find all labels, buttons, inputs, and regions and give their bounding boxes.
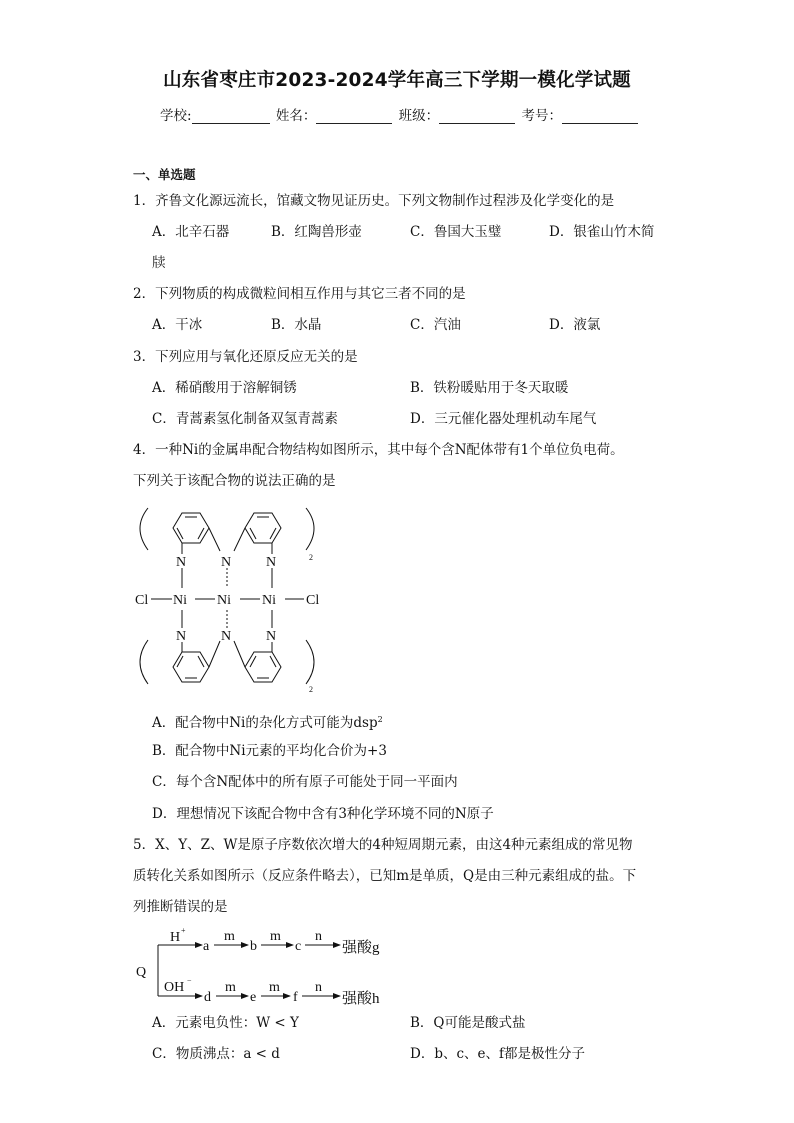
question-4-option-a-text: A．配合物中Ni的杂化方式可能为dsp <box>152 715 378 731</box>
atom-n-bottom-middle: N <box>221 629 232 644</box>
product-acid-h: 强酸h <box>342 991 380 1005</box>
atom-n-bottom-left: N <box>176 629 187 644</box>
question-2-stem: 2．下列物质的构成微粒间相互作用与其它三者不同的是 <box>133 286 466 302</box>
question-2-option-c[interactable]: C．汽油 <box>410 317 461 333</box>
atom-n-top-middle: N <box>221 555 232 570</box>
arrow-label-top-2: m <box>270 929 281 944</box>
question-4-option-d[interactable]: D．理想情况下该配合物中含有3种化学环境不同的N原子 <box>152 806 494 822</box>
compound-b: b <box>250 939 257 954</box>
subscript-bottom: 2 <box>309 685 313 694</box>
bracket-bottom-right <box>306 640 314 684</box>
compound-q: Q <box>136 965 147 980</box>
question-5-option-b[interactable]: B．Q可能是酸式盐 <box>410 1015 526 1031</box>
question-4-option-c[interactable]: C．每个含N配体中的所有原子可能处于同一平面内 <box>152 774 458 790</box>
section-title: 一、单选题 <box>133 167 196 182</box>
question-3-option-c[interactable]: C．青蒿素氢化制备双氢青蒿素 <box>152 411 338 427</box>
student-info-line <box>160 104 640 124</box>
question-2-option-d[interactable]: D．液氯 <box>549 317 601 333</box>
bracket-top-left <box>140 508 148 550</box>
school-label: 学校: <box>160 108 192 124</box>
compound-d: d <box>204 990 211 1005</box>
question-5-stem: 5．X、Y、Z、W是原子序数依次增大的4种短周期元素，由这4种元素组成的常见物 <box>133 837 633 853</box>
name-label: 姓名： <box>275 108 317 124</box>
arrow-label-bottom-3: n <box>315 980 322 995</box>
question-1-option-d[interactable]: D．银雀山竹木简 <box>549 224 655 240</box>
reagent-acid-sup: + <box>181 926 186 935</box>
bracket-bottom-left <box>140 640 148 684</box>
reagent-base-sup: − <box>187 976 192 985</box>
question-1-stem: 1．齐鲁文化源远流长，馆藏文物见证历史。下列文物制作过程涉及化学变化的是 <box>133 193 615 209</box>
compound-a: a <box>203 939 210 954</box>
question-3-option-a[interactable]: A．稀硝酸用于溶解铜锈 <box>152 380 297 396</box>
atom-ni-left: Ni <box>173 593 187 608</box>
question-3-option-d[interactable]: D．三元催化器处理机动车尾气 <box>410 411 597 427</box>
question-3-stem: 3．下列应用与氧化还原反应无关的是 <box>133 349 358 365</box>
atom-n-top-left: N <box>176 555 187 570</box>
arrow-label-bottom-2: m <box>269 980 280 995</box>
bracket-top-right <box>306 508 314 550</box>
atom-ni-right: Ni <box>262 593 276 608</box>
atom-ni-middle: Ni <box>217 593 231 608</box>
question-2-option-a[interactable]: A．干冰 <box>152 317 203 333</box>
question-4-stem: 4．一种Ni的金属串配合物结构如图所示，其中每个含N配体带有1个单位负电荷。 <box>133 442 624 458</box>
arrow-label-top-1: m <box>224 929 235 944</box>
question-1-option-c[interactable]: C．鲁国大玉璧 <box>410 224 502 240</box>
nickel-complex-structure <box>130 500 340 700</box>
question-4-option-a-sup: 2 <box>377 715 383 724</box>
question-5-stem-line2: 质转化关系如图所示（反应条件略去），已知m是单质，Q是由三种元素组成的盐。下 <box>133 868 637 884</box>
compound-e: e <box>250 990 257 1005</box>
question-2-option-b[interactable]: B．水晶 <box>271 317 322 333</box>
atom-cl-right: Cl <box>306 593 320 608</box>
compound-f: f <box>293 990 298 1005</box>
question-5-option-a[interactable]: A．元素电负性：W < Y <box>152 1015 299 1031</box>
class-field[interactable] <box>439 109 515 124</box>
question-3-option-b[interactable]: B．铁粉暖贴用于冬天取暖 <box>410 380 569 396</box>
question-1-option-b[interactable]: B．红陶兽形壶 <box>271 224 362 240</box>
conversion-scheme <box>130 925 400 1005</box>
class-label: 班级： <box>398 108 440 124</box>
compound-c: c <box>295 939 302 954</box>
arrow-label-top-3: n <box>315 929 322 944</box>
number-label: 考号： <box>521 108 562 124</box>
number-field[interactable] <box>562 109 638 124</box>
page-title: 山东省枣庄市2023-2024学年高三下学期一模化学试题 <box>163 70 631 91</box>
school-field[interactable] <box>192 109 270 124</box>
question-1-option-a[interactable]: A．北辛石器 <box>152 224 230 240</box>
arrow-label-bottom-1: m <box>225 980 236 995</box>
atom-n-bottom-right: N <box>266 629 277 644</box>
subscript-top: 2 <box>309 553 313 562</box>
question-4-option-b[interactable]: B．配合物中Ni元素的平均化合价为+3 <box>152 743 387 759</box>
question-4-option-a[interactable] <box>152 711 383 732</box>
reagent-base: OH <box>164 980 185 995</box>
question-5-stem-line3: 列推断错误的是 <box>133 899 228 915</box>
question-5-option-c[interactable]: C．物质沸点：a < d <box>152 1046 280 1062</box>
question-5-option-d[interactable]: D．b、c、e、f都是极性分子 <box>410 1046 586 1062</box>
reagent-acid: H <box>170 930 181 945</box>
atom-cl-left: Cl <box>135 593 149 608</box>
name-field[interactable] <box>316 109 392 124</box>
atom-n-top-right: N <box>266 555 277 570</box>
product-acid-g: 强酸g <box>342 940 380 956</box>
question-4-stem-line2: 下列关于该配合物的说法正确的是 <box>133 473 336 489</box>
question-1-option-d-wrap: 牍 <box>152 255 166 271</box>
